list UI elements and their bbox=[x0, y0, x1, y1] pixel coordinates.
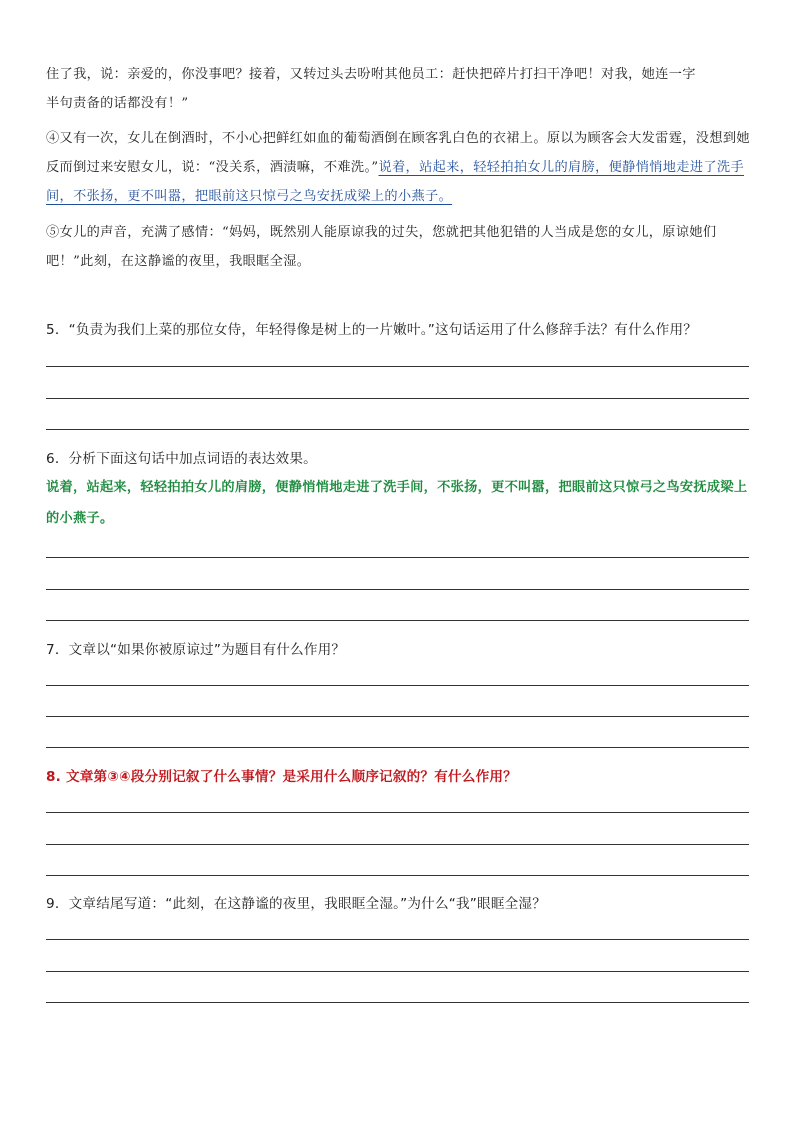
answer-line[interactable] bbox=[46, 557, 749, 558]
paragraph-5-text: ⑤女儿的声音，充满了感情：“妈妈，既然别人能原谅我的过失，您就把其他犯错的人当成是您的女儿，原谅她们吧！”此刻，在这静谧的夜里，我眼眶全湿。 bbox=[46, 225, 717, 269]
question-8: 8. 文章第③④段分别记叙了什么事情？是采用什么顺序记叙的？有什么作用？ bbox=[46, 769, 517, 785]
question-9: 9．文章结尾写道：“此刻，在这静谧的夜里，我眼眶全湿。”为什么“我”眼眶全湿？ bbox=[46, 896, 547, 912]
answer-line[interactable] bbox=[46, 685, 749, 686]
answer-line[interactable] bbox=[46, 844, 749, 845]
question-5: 5．“负责为我们上菜的那位女侍，年轻得像是树上的一片嫩叶。”这句话运用了什么修辞手法？有什么作用？ bbox=[46, 322, 698, 338]
passage-line: 住了我，说：亲爱的，你没事吧？接着，又转过头去吩咐其他员工：赶快把碎片打扫干净吧！对我，她连一字 bbox=[46, 67, 696, 82]
answer-line[interactable] bbox=[46, 589, 749, 590]
answer-line[interactable] bbox=[46, 716, 749, 717]
answer-line[interactable] bbox=[46, 1002, 749, 1003]
paragraph-4-text: ④又有一次，女儿在倒酒时，不小心把鲜红如血的葡萄酒倒在顾客乳白色的衣裙上。原以为顾客会大发雷霆，没想到她反而倒过来安慰女儿，说：“没关系，酒渍嘛，不难洗。” bbox=[46, 131, 750, 175]
answer-line[interactable] bbox=[46, 366, 749, 367]
answer-line[interactable] bbox=[46, 747, 749, 748]
answer-line[interactable] bbox=[46, 875, 749, 876]
answer-line[interactable] bbox=[46, 939, 749, 940]
answer-line[interactable] bbox=[46, 429, 749, 430]
answer-line[interactable] bbox=[46, 398, 749, 399]
answer-line[interactable] bbox=[46, 620, 749, 621]
passage-paragraph-3-end bbox=[46, 60, 756, 118]
passage-paragraph-5 bbox=[46, 218, 756, 276]
question-6: 6．分析下面这句话中加点词语的表达效果。 bbox=[46, 451, 317, 467]
question-6-quote: 说着，站起来，轻轻拍拍女儿的肩膀，便静悄悄地走进了洗手间，不张扬，更不叫嚣，把眼前这只惊弓之鸟安抚成梁上的小燕子。 bbox=[46, 480, 748, 526]
question-7: 7．文章以“如果你被原谅过”为题目有什么作用？ bbox=[46, 642, 346, 658]
passage-paragraph-4 bbox=[46, 124, 756, 211]
passage-line: 半句责备的话都没有！” bbox=[46, 96, 189, 111]
answer-line[interactable] bbox=[46, 971, 749, 972]
answer-line[interactable] bbox=[46, 812, 749, 813]
paragraph-4-underlined-sentence: 说着，站起来，轻轻拍拍女儿的肩膀，便静悄悄地走进了洗手间，不张扬，更不叫嚣，把眼前这只惊弓之鸟安抚成梁上的小燕子。 bbox=[46, 160, 744, 204]
